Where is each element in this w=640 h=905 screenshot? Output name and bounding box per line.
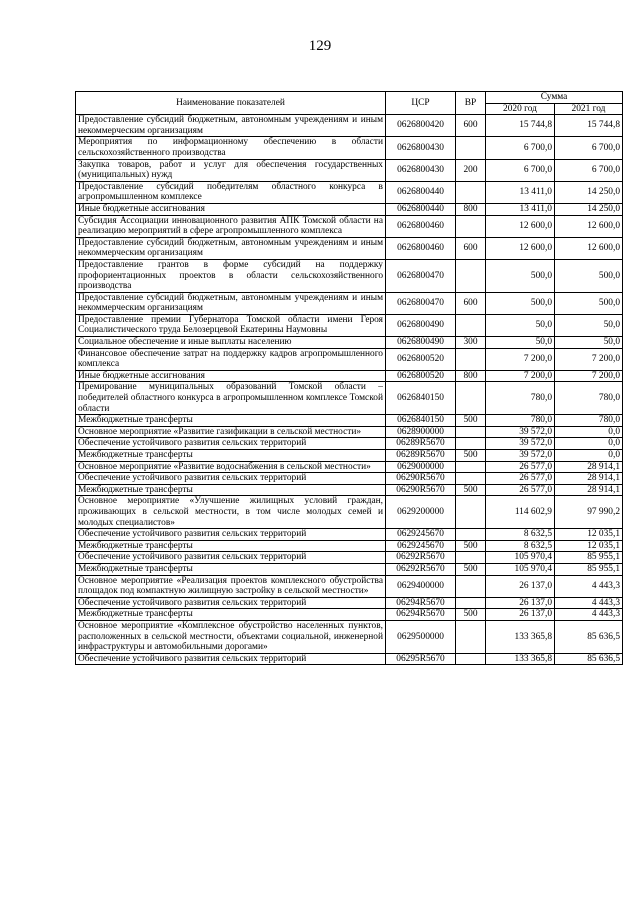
row-name: Предоставление грантов в форме субсидий на поддержку профориентационных проектов в области сельскохозяйственного производства — [76, 259, 386, 292]
table-row — [76, 473, 623, 485]
row-sum-2021: 85 636,5 — [555, 653, 623, 665]
row-name: Предоставление премии Губернатора Томской области имени Героя Социалистического труда Белозерцевой Екатерины Наумовны — [76, 314, 386, 336]
table-row — [76, 438, 623, 450]
row-sum-2020: 7 200,0 — [486, 348, 555, 370]
table-body — [76, 115, 623, 665]
budget-table — [75, 91, 623, 665]
row-vr — [456, 529, 486, 541]
row-sum-2021: 6 700,0 — [555, 159, 623, 181]
row-csr: 0626800460 — [386, 215, 456, 237]
row-sum-2021: 50,0 — [555, 337, 623, 349]
row-sum-2021: 50,0 — [555, 314, 623, 336]
row-vr: 600 — [456, 237, 486, 259]
row-vr: 800 — [456, 203, 486, 215]
row-vr — [456, 473, 486, 485]
row-vr: 500 — [456, 450, 486, 462]
row-sum-2021: 4 443,3 — [555, 575, 623, 597]
table-row — [76, 337, 623, 349]
row-vr — [456, 461, 486, 473]
row-sum-2020: 500,0 — [486, 259, 555, 292]
row-sum-2020: 26 137,0 — [486, 609, 555, 621]
row-name: Обеспечение устойчивого развития сельских территорий — [76, 597, 386, 609]
row-name: Межбюджетные трансферты — [76, 484, 386, 496]
row-sum-2021: 28 914,1 — [555, 484, 623, 496]
row-csr: 0626800490 — [386, 314, 456, 336]
row-sum-2020: 780,0 — [486, 382, 555, 415]
row-name: Предоставление субсидий бюджетным, автономным учреждениям и иным некоммерческим организациям — [76, 237, 386, 259]
row-name: Основное мероприятие «Улучшение жилищных условий граждан, проживающих в сельской местности, в том числе молодых семей и молодых специалистов» — [76, 496, 386, 529]
row-vr — [456, 426, 486, 438]
row-sum-2021: 12 600,0 — [555, 237, 623, 259]
row-sum-2020: 133 365,8 — [486, 620, 555, 653]
row-sum-2021: 28 914,1 — [555, 473, 623, 485]
row-vr — [456, 620, 486, 653]
table-row — [76, 348, 623, 370]
row-sum-2020: 39 572,0 — [486, 450, 555, 462]
row-sum-2021: 780,0 — [555, 415, 623, 427]
table-row — [76, 292, 623, 314]
row-csr: 0626800520 — [386, 370, 456, 382]
row-name: Межбюджетные трансферты — [76, 563, 386, 575]
row-sum-2020: 26 137,0 — [486, 575, 555, 597]
row-name: Межбюджетные трансферты — [76, 415, 386, 427]
table-row — [76, 159, 623, 181]
row-vr: 500 — [456, 563, 486, 575]
row-sum-2021: 0,0 — [555, 450, 623, 462]
row-sum-2021: 4 443,3 — [555, 609, 623, 621]
row-sum-2020: 105 970,4 — [486, 552, 555, 564]
row-vr — [456, 496, 486, 529]
table-row — [76, 215, 623, 237]
row-sum-2020: 105 970,4 — [486, 563, 555, 575]
row-sum-2020: 13 411,0 — [486, 181, 555, 203]
row-csr: 0626840150 — [386, 382, 456, 415]
row-name: Основное мероприятие «Развитие водоснабжения в сельской местности» — [76, 461, 386, 473]
row-sum-2020: 6 700,0 — [486, 159, 555, 181]
header-year-2021: 2021 год — [555, 103, 623, 115]
row-csr: 0629000000 — [386, 461, 456, 473]
row-vr — [456, 653, 486, 665]
table-row — [76, 597, 623, 609]
row-name: Основное мероприятие «Развитие газификации в сельской местности» — [76, 426, 386, 438]
row-sum-2020: 8 632,5 — [486, 529, 555, 541]
row-sum-2020: 7 200,0 — [486, 370, 555, 382]
row-name: Обеспечение устойчивого развития сельских территорий — [76, 529, 386, 541]
row-csr: 06290R5670 — [386, 473, 456, 485]
table-row — [76, 415, 623, 427]
row-name: Субсидия Ассоциации инновационного развития АПК Томской области на реализацию мероприятий в сфере агропромышленного комплекса — [76, 215, 386, 237]
row-vr: 500 — [456, 484, 486, 496]
row-csr: 0629245670 — [386, 540, 456, 552]
row-vr — [456, 575, 486, 597]
row-csr: 06292R5670 — [386, 552, 456, 564]
row-vr: 600 — [456, 115, 486, 137]
row-sum-2021: 85 955,1 — [555, 552, 623, 564]
row-sum-2020: 15 744,8 — [486, 115, 555, 137]
row-csr: 0626800420 — [386, 115, 456, 137]
row-name: Премирование муниципальных образований Томской области – победителей областного конкурса в агропромышленном комплексе Томской области — [76, 382, 386, 415]
row-name: Мероприятия по информационному обеспечению в области сельскохозяйственного производства — [76, 137, 386, 159]
row-csr: 0626840150 — [386, 415, 456, 427]
row-csr: 0629200000 — [386, 496, 456, 529]
row-vr — [456, 348, 486, 370]
row-vr — [456, 181, 486, 203]
row-sum-2021: 7 200,0 — [555, 348, 623, 370]
row-sum-2020: 12 600,0 — [486, 237, 555, 259]
table-row — [76, 237, 623, 259]
row-sum-2020: 39 572,0 — [486, 438, 555, 450]
table-row — [76, 314, 623, 336]
row-name: Основное мероприятие «Реализация проектов комплексного обустройства площадок под компактную жилищную застройку в сельской местности» — [76, 575, 386, 597]
row-vr — [456, 438, 486, 450]
row-name: Межбюджетные трансферты — [76, 540, 386, 552]
row-csr: 06294R5670 — [386, 609, 456, 621]
row-sum-2021: 0,0 — [555, 426, 623, 438]
row-sum-2020: 133 365,8 — [486, 653, 555, 665]
row-name: Обеспечение устойчивого развития сельских территорий — [76, 552, 386, 564]
row-csr: 0626800440 — [386, 203, 456, 215]
table-row — [76, 575, 623, 597]
row-csr: 0626800440 — [386, 181, 456, 203]
row-vr — [456, 552, 486, 564]
row-vr: 200 — [456, 159, 486, 181]
row-sum-2020: 780,0 — [486, 415, 555, 427]
row-csr: 06294R5670 — [386, 597, 456, 609]
row-sum-2020: 114 602,9 — [486, 496, 555, 529]
row-csr: 0626800470 — [386, 292, 456, 314]
table-row — [76, 259, 623, 292]
table-row — [76, 620, 623, 653]
row-vr: 500 — [456, 540, 486, 552]
row-vr — [456, 137, 486, 159]
row-vr — [456, 314, 486, 336]
row-sum-2020: 26 577,0 — [486, 484, 555, 496]
row-sum-2021: 0,0 — [555, 438, 623, 450]
row-csr: 0626800460 — [386, 237, 456, 259]
row-sum-2020: 26 577,0 — [486, 473, 555, 485]
row-sum-2020: 50,0 — [486, 337, 555, 349]
row-sum-2021: 15 744,8 — [555, 115, 623, 137]
row-sum-2021: 4 443,3 — [555, 597, 623, 609]
row-csr: 0629245670 — [386, 529, 456, 541]
row-sum-2021: 28 914,1 — [555, 461, 623, 473]
row-name: Иные бюджетные ассигнования — [76, 203, 386, 215]
row-name: Предоставление субсидий бюджетным, автономным учреждениям и иным некоммерческим организациям — [76, 115, 386, 137]
row-sum-2021: 780,0 — [555, 382, 623, 415]
row-name: Предоставление субсидий бюджетным, автономным учреждениям и иным некоммерческим организациям — [76, 292, 386, 314]
page-number: 129 — [308, 38, 332, 54]
table-row — [76, 484, 623, 496]
table-row — [76, 609, 623, 621]
row-sum-2021: 12 035,1 — [555, 540, 623, 552]
row-sum-2021: 85 955,1 — [555, 563, 623, 575]
row-sum-2020: 6 700,0 — [486, 137, 555, 159]
table-row — [76, 426, 623, 438]
row-name: Межбюджетные трансферты — [76, 450, 386, 462]
row-sum-2020: 8 632,5 — [486, 540, 555, 552]
row-name: Социальное обеспечение и иные выплаты населению — [76, 337, 386, 349]
row-csr: 0626800430 — [386, 159, 456, 181]
table-row — [76, 653, 623, 665]
row-vr: 500 — [456, 609, 486, 621]
header-csr: ЦСР — [386, 92, 456, 115]
table-row — [76, 496, 623, 529]
row-sum-2020: 12 600,0 — [486, 215, 555, 237]
table-row — [76, 370, 623, 382]
table-row — [76, 552, 623, 564]
row-csr: 06295R5670 — [386, 653, 456, 665]
row-csr: 06292R5670 — [386, 563, 456, 575]
row-sum-2021: 500,0 — [555, 259, 623, 292]
row-csr: 0629500000 — [386, 620, 456, 653]
table-row — [76, 563, 623, 575]
row-vr — [456, 597, 486, 609]
row-vr — [456, 382, 486, 415]
row-name: Основное мероприятие «Комплексное обустройство населенных пунктов, расположенных в сельской местности, объектами социальной, инженерной инфраструктуры и автомобильными дорогами» — [76, 620, 386, 653]
table-row — [76, 450, 623, 462]
row-csr: 0626800470 — [386, 259, 456, 292]
table-row — [76, 181, 623, 203]
table-row — [76, 382, 623, 415]
table-row — [76, 461, 623, 473]
row-sum-2020: 50,0 — [486, 314, 555, 336]
table-row — [76, 203, 623, 215]
row-sum-2021: 7 200,0 — [555, 370, 623, 382]
table-row — [76, 137, 623, 159]
row-vr — [456, 259, 486, 292]
row-csr: 0626800520 — [386, 348, 456, 370]
table-row — [76, 529, 623, 541]
header-name: Наименование показателей — [76, 92, 386, 115]
row-csr: 0628900000 — [386, 426, 456, 438]
row-sum-2021: 85 636,5 — [555, 620, 623, 653]
row-csr: 0626800490 — [386, 337, 456, 349]
row-vr: 800 — [456, 370, 486, 382]
row-sum-2021: 14 250,0 — [555, 203, 623, 215]
header-year-2020: 2020 год — [486, 103, 555, 115]
row-sum-2021: 6 700,0 — [555, 137, 623, 159]
row-sum-2020: 39 572,0 — [486, 426, 555, 438]
row-sum-2021: 97 990,2 — [555, 496, 623, 529]
header-vr: ВР — [456, 92, 486, 115]
row-name: Предоставление субсидий победителям областного конкурса в агропромышленном комплексе — [76, 181, 386, 203]
row-sum-2020: 26 137,0 — [486, 597, 555, 609]
header-sum: Сумма — [486, 92, 623, 104]
row-csr: 06289R5670 — [386, 450, 456, 462]
row-csr: 0626800430 — [386, 137, 456, 159]
row-name: Обеспечение устойчивого развития сельских территорий — [76, 473, 386, 485]
row-name: Закупка товаров, работ и услуг для обеспечения государственных (муниципальных) нужд — [76, 159, 386, 181]
table-row — [76, 540, 623, 552]
row-vr: 500 — [456, 415, 486, 427]
row-name: Иные бюджетные ассигнования — [76, 370, 386, 382]
row-csr: 06290R5670 — [386, 484, 456, 496]
row-name: Межбюджетные трансферты — [76, 609, 386, 621]
row-sum-2021: 12 035,1 — [555, 529, 623, 541]
row-sum-2020: 13 411,0 — [486, 203, 555, 215]
row-sum-2021: 12 600,0 — [555, 215, 623, 237]
row-vr — [456, 215, 486, 237]
row-name: Обеспечение устойчивого развития сельских территорий — [76, 653, 386, 665]
row-name: Финансовое обеспечение затрат на поддержку кадров агропромышленного комплекса — [76, 348, 386, 370]
row-csr: 0629400000 — [386, 575, 456, 597]
table-header — [76, 92, 623, 115]
row-vr: 600 — [456, 292, 486, 314]
row-csr: 06289R5670 — [386, 438, 456, 450]
row-sum-2021: 500,0 — [555, 292, 623, 314]
row-sum-2020: 26 577,0 — [486, 461, 555, 473]
row-name: Обеспечение устойчивого развития сельских территорий — [76, 438, 386, 450]
table-row — [76, 115, 623, 137]
row-sum-2021: 14 250,0 — [555, 181, 623, 203]
row-vr: 300 — [456, 337, 486, 349]
row-sum-2020: 500,0 — [486, 292, 555, 314]
